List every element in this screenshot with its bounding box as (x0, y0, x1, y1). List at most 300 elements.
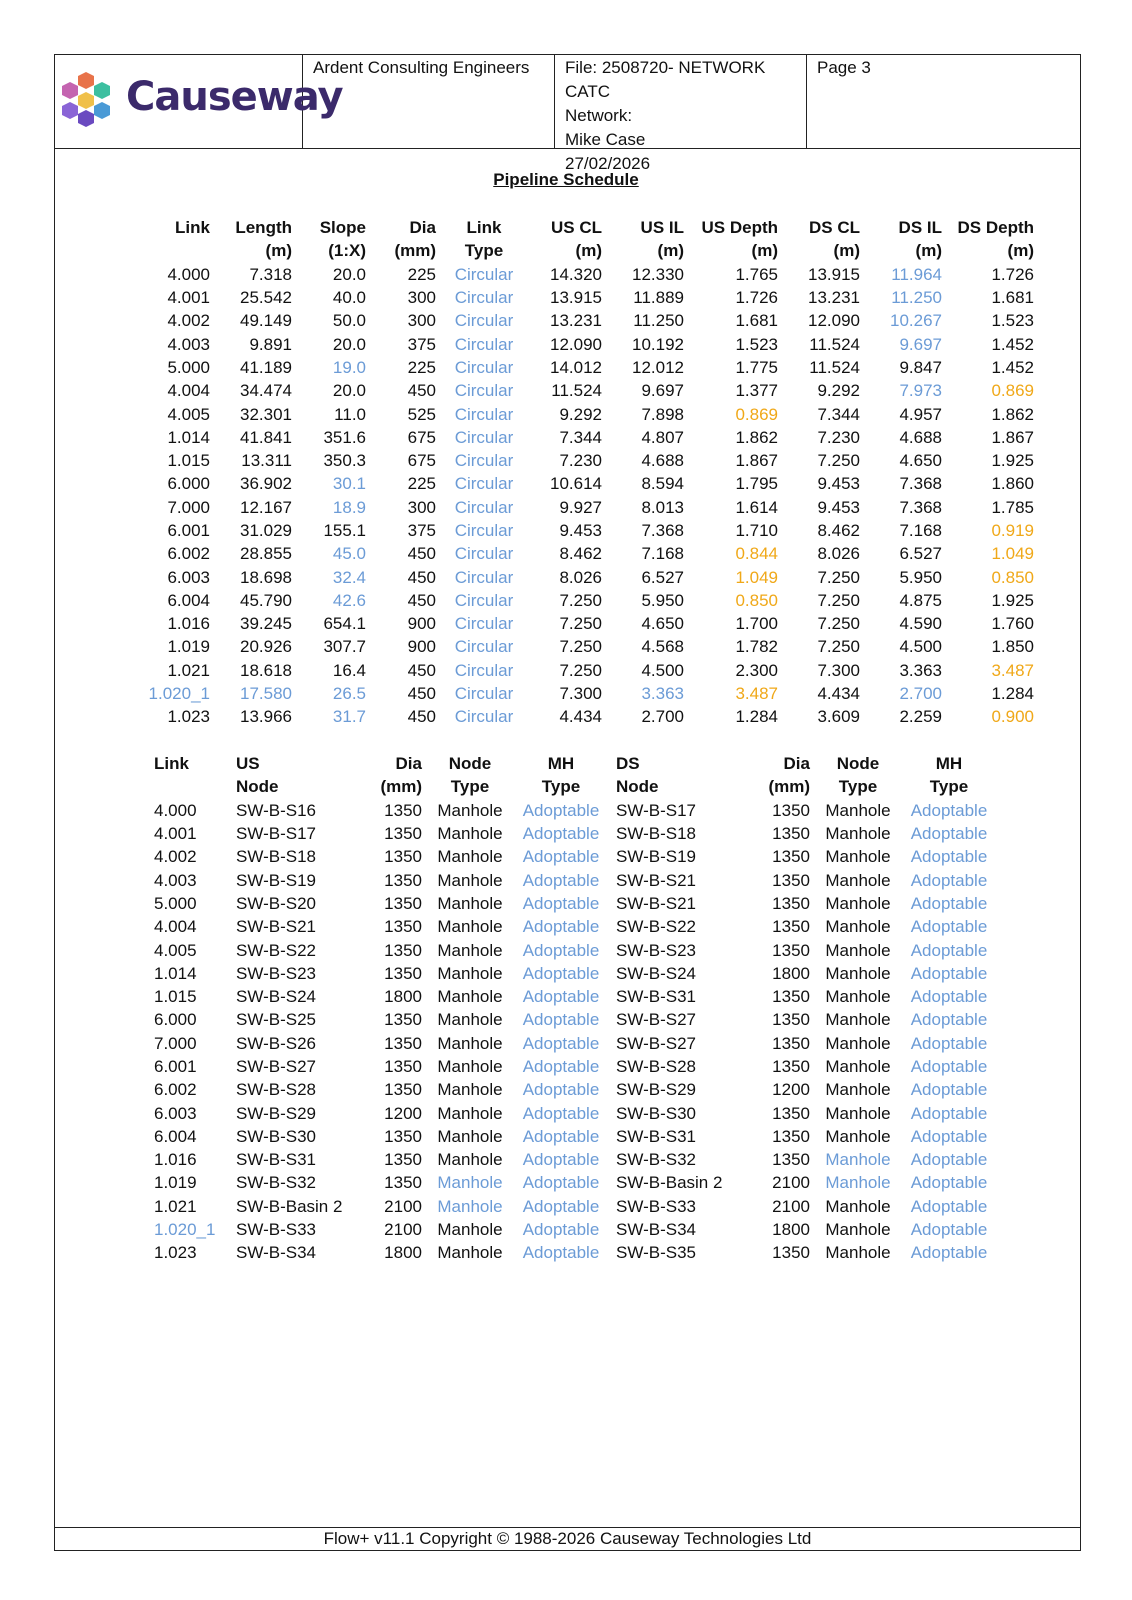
table-cell: Manhole (825, 1010, 891, 1030)
table-cell: 7.250 (559, 637, 602, 657)
table-cell: 20.0 (332, 334, 366, 354)
table-cell: Manhole (437, 1196, 503, 1216)
table-cell: 20.0 (332, 264, 366, 284)
table-cell: 1.710 (735, 521, 778, 540)
table-cell: 900 (407, 614, 436, 634)
column-header: (m) (657, 241, 684, 261)
table-cell: 0.844 (735, 544, 778, 564)
table-cell: 13.915 (550, 288, 602, 308)
table-row (142, 519, 1040, 542)
table-cell: 11.0 (334, 404, 366, 424)
table-cell: 1350 (384, 1080, 422, 1100)
table-cell: 1800 (772, 963, 810, 983)
table-cell: 1350 (384, 940, 422, 960)
table-cell: 31.7 (332, 707, 366, 727)
table-cell: 0.869 (735, 404, 778, 424)
table-cell: 1.726 (735, 288, 778, 308)
table-cell: 1.019 (167, 637, 210, 657)
table-cell: 654.1 (323, 614, 366, 634)
table-cell: Adoptable (910, 1057, 988, 1076)
table-row (148, 822, 998, 845)
table-cell: Circular (454, 451, 514, 471)
table-row (148, 1032, 998, 1055)
table-cell: 13.966 (240, 707, 292, 727)
column-header: DS (616, 754, 640, 774)
table-cell: Adoptable (910, 917, 988, 937)
table-cell: SW-B-S25 (236, 1010, 316, 1030)
table-cell: 7.000 (167, 497, 210, 517)
table-cell: 40.0 (332, 288, 366, 308)
table-cell: Manhole (825, 1150, 891, 1170)
column-header: Length (235, 218, 292, 238)
table-cell: Adoptable (910, 1126, 988, 1146)
table-cell: 1350 (772, 870, 810, 890)
table-cell: Manhole (825, 917, 891, 937)
table-cell: 1.021 (167, 660, 210, 680)
header-row (142, 216, 1040, 239)
table-cell: 39.245 (240, 614, 292, 634)
table-cell: 7.368 (899, 474, 942, 494)
table-cell: 0.900 (991, 707, 1034, 727)
table-cell: 300 (407, 288, 436, 308)
table-cell: SW-B-S32 (616, 1150, 696, 1170)
table-cell: Circular (454, 521, 514, 540)
table-cell: 2.259 (899, 707, 942, 727)
file-name: File: 2508720- NETWORK CATC (565, 58, 766, 101)
table-cell: SW-B-S18 (236, 847, 316, 867)
table-cell: Manhole (825, 800, 891, 820)
table-cell: 4.434 (817, 684, 860, 704)
table-cell: Adoptable (910, 1103, 988, 1123)
table-cell: Manhole (825, 1126, 891, 1146)
table-cell: SW-B-S24 (616, 963, 696, 983)
table-cell: 1.867 (991, 427, 1034, 447)
table-cell: Manhole (437, 1220, 503, 1240)
table-row (148, 1195, 998, 1218)
table-cell: 1350 (772, 1010, 810, 1030)
table-cell: 11.250 (633, 311, 684, 331)
table-cell: 4.590 (899, 614, 942, 634)
table-row (148, 1218, 998, 1241)
table-cell: 1800 (772, 1220, 810, 1240)
table-cell: 4.001 (167, 288, 210, 308)
table-cell: Circular (454, 357, 514, 377)
table-cell: Adoptable (910, 1150, 988, 1170)
table-cell: 9.697 (641, 381, 684, 401)
column-header: Type (464, 241, 504, 261)
table-cell: Manhole (825, 1196, 891, 1216)
table-cell: Adoptable (522, 1196, 600, 1216)
table-cell: 1.016 (154, 1150, 197, 1170)
table-cell: Adoptable (522, 1057, 600, 1076)
table-cell: Manhole (825, 963, 891, 983)
table-cell: 4.003 (167, 334, 210, 354)
table-cell: Manhole (437, 1150, 503, 1170)
table-cell: Circular (454, 614, 514, 634)
table-cell: SW-B-S31 (616, 987, 696, 1007)
table-cell: 11.250 (891, 288, 942, 308)
table-cell: 4.434 (559, 707, 602, 727)
table-cell: Manhole (825, 940, 891, 960)
table-cell: 155.1 (323, 521, 366, 540)
table-cell: 45.0 (332, 544, 366, 564)
column-header: Dia (395, 754, 422, 774)
table-cell: SW-B-S16 (236, 800, 316, 820)
table-cell: 225 (407, 357, 436, 377)
table-cell: 41.841 (240, 427, 292, 447)
table-cell: Manhole (437, 870, 503, 890)
table-cell: 7.344 (817, 404, 860, 424)
table-row (148, 938, 998, 961)
table-cell: 225 (407, 264, 436, 284)
table-cell: 1.452 (991, 334, 1034, 354)
table-cell: 1350 (384, 1173, 422, 1193)
table-cell: 1350 (772, 1150, 810, 1170)
table-cell: Manhole (437, 1033, 503, 1053)
table-cell: Manhole (825, 1057, 891, 1076)
table-cell: 1.765 (735, 264, 778, 284)
table-cell: 1.015 (154, 987, 197, 1007)
page-title: Pipeline Schedule (493, 170, 639, 189)
table-cell: Manhole (437, 1010, 503, 1030)
table-cell: 1350 (772, 847, 810, 867)
column-header (142, 239, 216, 262)
table-cell: Manhole (437, 1173, 503, 1193)
table-cell: Adoptable (910, 824, 988, 844)
table-cell: SW-B-S31 (236, 1150, 316, 1170)
report-date: 27/02/2026 (565, 154, 651, 173)
table-cell: 4.957 (899, 404, 942, 424)
table-cell: 7.168 (641, 544, 684, 564)
column-header: US Depth (701, 218, 778, 238)
column-header: (m) (751, 241, 778, 261)
table-cell: 4.004 (167, 381, 210, 401)
table-cell: Circular (454, 567, 514, 587)
table-cell: 14.012 (550, 357, 602, 377)
table-cell: 1.726 (991, 264, 1034, 284)
table-cell: Manhole (437, 847, 503, 867)
column-header: (mm) (380, 777, 422, 797)
table-cell: 30.1 (332, 474, 366, 494)
table-cell: 1350 (384, 870, 422, 890)
table-cell: 1.016 (167, 614, 210, 634)
table-cell: Manhole (437, 1057, 503, 1076)
table-cell: 6.002 (154, 1080, 197, 1100)
table-cell: 6.001 (167, 521, 210, 540)
table-cell: Circular (454, 264, 514, 284)
table-cell: Manhole (825, 1080, 891, 1100)
table-cell: 9.292 (559, 404, 602, 424)
table-cell: SW-B-S21 (236, 917, 316, 937)
table-cell: Adoptable (910, 800, 988, 820)
table-cell: 7.000 (154, 1033, 197, 1053)
table-cell: 1.523 (991, 311, 1034, 331)
table-row (142, 682, 1040, 705)
table-row (148, 1078, 998, 1101)
column-header: Node (448, 754, 492, 774)
table-cell: 1350 (384, 963, 422, 983)
table-cell: Manhole (825, 893, 891, 913)
table-cell: SW-B-S29 (616, 1080, 696, 1100)
table-cell: Adoptable (522, 1220, 600, 1240)
table-cell: 14.320 (550, 264, 602, 284)
table-cell: SW-B-S34 (236, 1243, 316, 1263)
table-cell: 10.267 (890, 311, 942, 331)
table-cell: 4.000 (167, 264, 210, 284)
table-cell: Manhole (825, 1243, 891, 1263)
table-cell: 4.000 (154, 800, 197, 820)
table-cell: 1.925 (991, 590, 1034, 610)
table-cell: 32.301 (240, 404, 292, 424)
table-cell: 12.167 (240, 497, 292, 517)
page-number: Page 3 (817, 58, 871, 77)
table-cell: 300 (407, 497, 436, 517)
table-cell: 1.020_1 (154, 1220, 216, 1240)
table-cell: Manhole (825, 987, 891, 1007)
header-row (142, 239, 1040, 262)
table-cell: 17.580 (240, 684, 292, 704)
table-cell: 28.855 (240, 544, 292, 564)
table-cell: Adoptable (910, 987, 988, 1007)
table-cell: 7.898 (641, 404, 684, 424)
table-cell: 4.807 (641, 427, 684, 447)
table-row (148, 1008, 998, 1031)
table-cell: SW-B-S24 (236, 987, 316, 1007)
table-cell: 0.869 (991, 381, 1034, 401)
table-cell: SW-B-S30 (616, 1103, 696, 1123)
table-cell: Circular (454, 288, 514, 308)
table-cell: 9.927 (559, 497, 602, 517)
table-cell: 3.487 (735, 684, 778, 704)
column-header: (m) (265, 241, 292, 261)
table-row (142, 309, 1040, 332)
table-cell: 1350 (384, 824, 422, 844)
table-cell: 11.524 (551, 381, 602, 401)
table-cell: 1350 (772, 1057, 810, 1076)
table-cell: 7.250 (559, 660, 602, 680)
table-cell: 1350 (384, 847, 422, 867)
table-cell: 7.250 (559, 590, 602, 610)
table-cell: Adoptable (522, 1173, 600, 1193)
table-cell: 4.650 (899, 451, 942, 471)
table-cell: Manhole (437, 1243, 503, 1263)
table-cell: 1.014 (167, 427, 210, 447)
table-cell: Manhole (437, 963, 503, 983)
table-row (142, 426, 1040, 449)
table-cell: 4.001 (154, 824, 197, 844)
table-cell: Adoptable (522, 1010, 600, 1030)
table-row (142, 286, 1040, 309)
table-cell: 1350 (384, 1010, 422, 1030)
table-cell: Circular (454, 427, 514, 447)
table-cell: 25.542 (240, 288, 292, 308)
table-cell: 20.926 (240, 637, 292, 657)
table-cell: 7.230 (559, 451, 602, 471)
header-row (148, 752, 998, 775)
table-cell: 4.650 (641, 614, 684, 634)
table-cell: Manhole (825, 824, 891, 844)
table-row (148, 1055, 998, 1078)
table-cell: 4.500 (641, 660, 684, 680)
table-cell: 6.004 (154, 1126, 197, 1146)
table-cell: 13.915 (808, 264, 860, 284)
column-header: Link (154, 754, 189, 774)
table-cell: 9.453 (817, 497, 860, 517)
table-cell: 7.230 (817, 427, 860, 447)
table-cell: 4.005 (167, 404, 210, 424)
table-cell: 1350 (384, 917, 422, 937)
table-cell: 12.090 (808, 311, 860, 331)
table-row (142, 635, 1040, 658)
column-header: (m) (575, 241, 602, 261)
table-cell: 12.012 (632, 357, 684, 377)
table-cell: Adoptable (910, 940, 988, 960)
table-cell: 8.462 (559, 544, 602, 564)
table-cell: 1350 (772, 824, 810, 844)
table-row (148, 1148, 998, 1171)
network-label: Network: (565, 106, 633, 125)
table-cell: 225 (407, 474, 436, 494)
table-cell: SW-B-S19 (236, 870, 316, 890)
table-cell: 1.452 (991, 357, 1034, 377)
table-row (148, 845, 998, 868)
table-cell: 3.487 (991, 660, 1034, 680)
table-cell: 1.023 (167, 707, 210, 727)
table-cell: Circular (454, 684, 514, 704)
table-cell: 1350 (384, 893, 422, 913)
table-cell: 5.000 (167, 357, 210, 377)
table-cell: SW-B-S17 (236, 824, 316, 844)
table-cell: Manhole (437, 987, 503, 1007)
table-cell: 1350 (384, 1057, 422, 1076)
table-row (148, 1171, 998, 1194)
table-cell: 4.875 (899, 590, 942, 610)
table-cell: 32.4 (332, 567, 366, 587)
column-header: Dia (783, 754, 810, 774)
table-cell: 2.300 (735, 660, 778, 680)
table-cell: 1350 (772, 917, 810, 937)
table-cell: 9.697 (899, 334, 942, 354)
table-cell: Manhole (825, 1173, 891, 1193)
page-footer: Flow+ v11.1 Copyright © 1988-2026 Causeway Technologies Ltd (54, 1527, 1081, 1551)
table-cell: SW-B-Basin 2 (236, 1196, 343, 1216)
table-cell: SW-B-S33 (616, 1196, 696, 1216)
table-cell: Circular (454, 334, 514, 354)
table-cell: 6.527 (899, 544, 942, 564)
table-cell: SW-B-S27 (616, 1033, 696, 1053)
table-cell: 1.862 (735, 427, 778, 447)
table-cell: 8.026 (559, 567, 602, 587)
table-cell: 4.005 (154, 940, 197, 960)
table-cell: 13.231 (550, 311, 602, 331)
column-header: US IL (640, 218, 684, 238)
table-cell: 19.0 (332, 357, 366, 377)
table-row (142, 332, 1040, 355)
table-cell: Adoptable (910, 1220, 988, 1240)
table-cell: 9.847 (899, 357, 942, 377)
table-cell: SW-B-S29 (236, 1103, 316, 1123)
table-cell: Adoptable (522, 800, 600, 820)
table-cell: 450 (407, 660, 436, 680)
table-row (142, 589, 1040, 612)
table-cell: 450 (407, 590, 436, 610)
table-cell: SW-B-S34 (616, 1220, 696, 1240)
table-cell: 1350 (384, 1150, 422, 1170)
table-cell: 1800 (384, 1243, 422, 1263)
table-cell: 1.049 (735, 567, 778, 587)
table-cell: 50.0 (332, 311, 366, 331)
table-cell: Circular (454, 660, 514, 680)
table-cell: 7.250 (817, 614, 860, 634)
column-header: DS Depth (957, 218, 1034, 238)
table-cell: 4.004 (154, 917, 197, 937)
table-cell: 4.002 (154, 847, 197, 867)
table-cell: 18.618 (240, 660, 292, 680)
table-row (148, 1125, 998, 1148)
table-cell: 4.568 (641, 637, 684, 657)
table-cell: 1350 (772, 800, 810, 820)
table-cell: 13.311 (241, 451, 292, 471)
table-cell: 7.368 (899, 497, 942, 517)
table-cell: 7.250 (817, 567, 860, 587)
table-cell: Adoptable (522, 1243, 600, 1263)
table-cell: 1.019 (154, 1173, 197, 1193)
column-header: (m) (833, 241, 860, 261)
table-cell: 9.453 (559, 521, 602, 540)
table-cell: 11.889 (633, 288, 684, 308)
table-cell: 450 (407, 707, 436, 727)
table-cell: 1350 (772, 893, 810, 913)
column-header: (mm) (768, 777, 810, 797)
table-cell: 1.850 (991, 637, 1034, 657)
table-cell: 6.004 (167, 590, 210, 610)
table-cell: 0.850 (991, 567, 1034, 587)
page-cell (806, 54, 1079, 148)
table-cell: 1350 (384, 1033, 422, 1053)
table-cell: 1.775 (735, 357, 778, 377)
table-cell: 1.867 (735, 451, 778, 471)
table-cell: 5.000 (154, 893, 197, 913)
table-cell: 1.014 (154, 963, 197, 983)
table-row (148, 799, 998, 822)
table-cell: 1.785 (991, 497, 1034, 517)
table-cell: 7.250 (817, 637, 860, 657)
table-row (142, 612, 1040, 635)
column-header (148, 775, 230, 798)
column-header: (m) (915, 241, 942, 261)
table-row (142, 542, 1040, 565)
table-cell: Adoptable (910, 1173, 988, 1193)
table-cell: 1350 (384, 1126, 422, 1146)
table-cell: Adoptable (910, 1033, 988, 1053)
header-row (148, 775, 998, 798)
column-header: (mm) (394, 241, 436, 261)
table-cell: SW-B-S19 (616, 847, 696, 867)
table-cell: 13.231 (808, 288, 860, 308)
column-header: Type (929, 777, 969, 797)
table-cell: 1.700 (735, 614, 778, 634)
column-header: (1:X) (328, 241, 366, 261)
table-cell: 1350 (772, 987, 810, 1007)
table-cell: Manhole (437, 824, 503, 844)
column-header: MH (547, 754, 575, 774)
table-cell: 1350 (772, 1033, 810, 1053)
table-cell: 6.003 (154, 1103, 197, 1123)
table-cell: 18.9 (332, 497, 366, 517)
table-cell: 34.474 (240, 381, 292, 401)
table-cell: 26.5 (332, 684, 366, 704)
table-cell: 5.950 (899, 567, 942, 587)
